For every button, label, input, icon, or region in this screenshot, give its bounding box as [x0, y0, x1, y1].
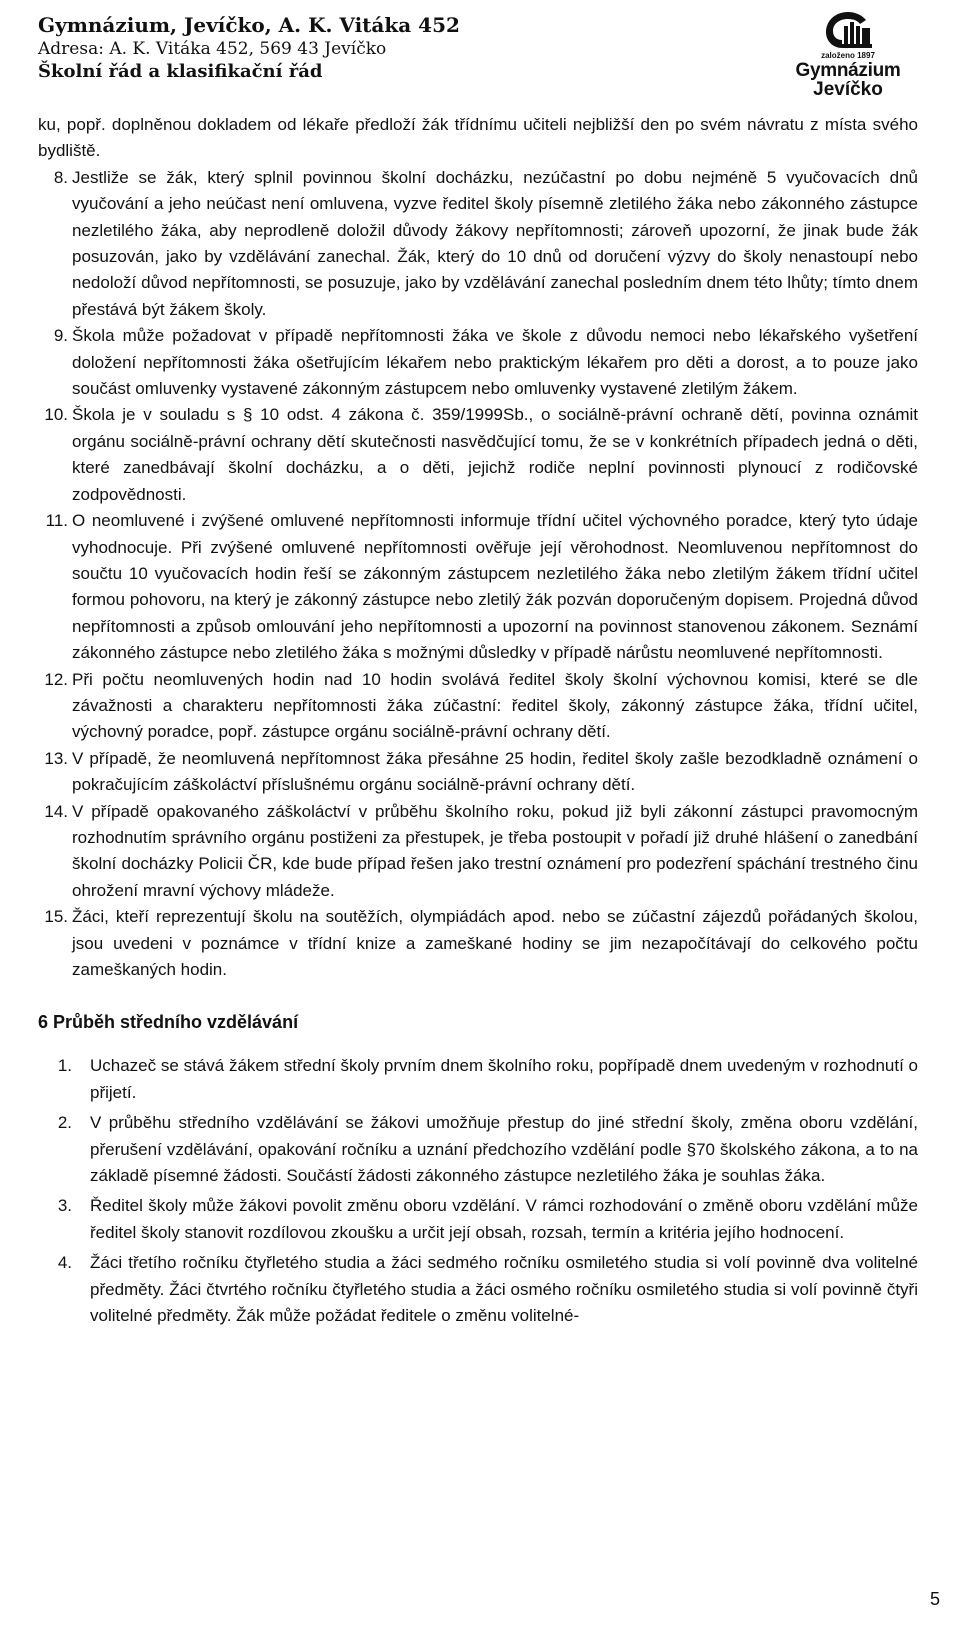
school-emblem-icon — [818, 10, 878, 50]
item-number: 14. — [44, 801, 68, 821]
item-number: 8. — [53, 167, 68, 187]
item-text: Škola je v souladu s § 10 odst. 4 zákona č. 359/1999Sb., o sociálně-právní ochraně dětí, povinna oznámit orgánu sociálně-právní ochrany dětí skutečnosti nasvědčující tomu, že se v konkrétních případech jedná o děti, které zanedbávají školní docházku, a o děti, jejichž rodiče neplní povinnosti plynoucí z rodičovské zodpovědnosti. — [72, 405, 918, 504]
item-text: V průběhu středního vzdělávání se žákovi umožňuje přestup do jiné střední školy, změna oboru vzdělání, přerušení vzdělávání, opakování ročníku a uznání předchozího vzdělání podle §70 školského zákona, a to na základě písemné žádosti. Součástí žádosti zákonného zástupce nezletilého žáka je souhlas žáka. — [90, 1113, 918, 1186]
item-text: V případě, že neomluvená nepřítomnost žáka přesáhne 25 hodin, ředitel školy zašle bezodkladně oznámení o pokračujícím záškoláctví příslušnému orgánu sociálně-právní ochrany dětí. — [72, 748, 918, 795]
list-item — [38, 165, 918, 323]
item-text: Žáci třetího ročníku čtyřletého studia a žáci sedmého ročníku osmiletého studia si volí povinně dva volitelné předměty. Žáci čtvrtého ročníku čtyřletého studia a žáci osmého ročníku osmiletého studia si volí povinně čtyři volitelné předměty. Žák může požádat ředitele o změnu volitelné- — [90, 1253, 918, 1326]
list-item — [38, 746, 918, 799]
logo-name: Gymnázium — [795, 60, 901, 81]
item-number: 9. — [53, 326, 68, 346]
list-item — [38, 323, 918, 402]
item-number: 4. — [57, 1253, 72, 1273]
list-item — [38, 904, 918, 983]
list-item — [38, 667, 918, 746]
school-name: Gymnázium, Jevíčko, A. K. Vitáka 452 — [38, 13, 460, 37]
item-text: V případě opakovaného záškoláctví v průběhu školního roku, pokud již byli zákonní zástupci pravomocným rozhodnutím správního orgánu postiženi za přestupek, je třeba postoupit v pořadí již druhé hlášení o zanedbání školní docházky Policii ČR, kde bude případ řešen jako trestní oznámení pro podezření spáchání trestného činu ohrožení mravní výchovy mládeže. — [72, 801, 918, 900]
item-number: 2. — [57, 1113, 72, 1133]
list-item — [38, 799, 918, 905]
section-list — [38, 1053, 918, 1329]
item-number: 15. — [44, 907, 68, 927]
list-item — [38, 1250, 918, 1329]
item-number: 13. — [44, 748, 68, 768]
item-text: Při počtu neomluvených hodin nad 10 hodin svolává ředitel školy školní výchovnou komisi, které se dle závažnosti a charakteru nepřítomnosti žáka zúčastní: ředitel školy, zákonný zástupce žáka, třídní učitel, výchovný poradce, popř. zástupce orgánu sociálně-právní ochrany dětí. — [72, 669, 918, 742]
document-title: Školní řád a klasifikační řád — [38, 61, 323, 82]
item-text: Škola může požadovat v případě nepřítomnosti žáka ve škole z důvodu nemoci nebo lékařského vyšetření doložení nepřítomnosti žáka ošetřujícím lékařem nebo praktickým lékařem pro děti a dorost, a to pouze jako součást omluvenky vystavené zákonným zástupcem nebo omluvenky vystavené zletilým žákem. — [72, 326, 918, 399]
list-item — [38, 1053, 918, 1106]
page-number: 5 — [929, 1589, 940, 1609]
school-address: Adresa: A. K. Vitáka 452, 569 43 Jevíčko — [38, 39, 387, 59]
logo-town: Jevíčko — [813, 79, 883, 100]
item-text: Žáci, kteří reprezentují školu na soutěžích, olympiádách apod. nebo se zúčastní zájezdů pořádaných školou, jsou uvedeni v poznámce v třídní knize a zameškané hodiny se jim nezapočítávají do celkového počtu zameškaných hodin. — [72, 907, 918, 979]
item-text: Jestliže se žák, který splnil povinnou školní docházku, nezúčastní po dobu nejméně 5 vyučovacích dnů vyučování a jeho neúčast není omluvena, vyzve ředitel školy písemně zletilého žáka nebo zákonného zástupce nezletilého žáka, aby neprodleně doložil důvody žákovy nepřítomnosti; zároveň upozorní, že jinak bude žák posuzován, jako by vzdělávání zanechal. Žák, který do 10 dnů od doručení výzvy do školy nenastoupí nebo nedoloží důvod nepřítomnosti, se posuzuje, jako by vzdělávání zanechal posledním dnem této lhůty; tímto dnem přestává být žákem školy. — [72, 167, 918, 319]
list-item — [38, 402, 918, 508]
item-number: 10. — [44, 405, 68, 425]
section-heading: 6 Průběh středního vzdělávání — [38, 1012, 299, 1033]
school-logo — [778, 10, 918, 100]
item-number: 1. — [57, 1056, 72, 1076]
document-body — [38, 112, 918, 1333]
page-header — [38, 10, 918, 100]
list-item — [38, 1193, 918, 1246]
item-number: 11. — [45, 511, 68, 531]
list-item — [38, 1110, 918, 1189]
continuation-paragraph: ku, popř. doplněnou dokladem od lékaře předloží žák třídnímu učiteli nejbližší den po svém návratu z místa svého bydliště. — [38, 115, 918, 161]
item-number: 12. — [44, 669, 68, 689]
attendance-rules-list — [38, 165, 918, 984]
logo-founded: založeno 1897 — [821, 51, 875, 60]
item-number: 3. — [57, 1196, 72, 1216]
item-text: Ředitel školy může žákovi povolit změnu oboru vzdělání. V rámci rozhodování o změně oboru vzdělání může ředitel školy stanovit rozdílovou zkoušku a určit její obsah, rozsah, termín a kritéria jejího hodnocení. — [90, 1196, 918, 1242]
list-item — [38, 508, 918, 666]
item-text: Uchazeč se stává žákem střední školy prvním dnem školního roku, popřípadě dnem uvedeným v rozhodnutí o přijetí. — [90, 1056, 918, 1102]
item-text: O neomluvené i zvýšené omluvené nepřítomnosti informuje třídní učitel výchovného poradce, který tyto údaje vyhodnocuje. Při zvýšené omluvené nepřítomnosti ověřuje její věrohodnost. Neomluvenou nepřítomnost do součtu 10 vyučovacích hodin řeší se zákonným zástupcem nezletilého žáka nebo zletilým žákem třídní učitel formou pohovoru, na který je zákonný zástupce nebo zletilý žák pozván doporučeným dopisem. Projedná důvod nepřítomnosti a způsob omlouvání jeho nepřítomnosti a upozorní na povinnost stanovenou zákonem. Seznámí zákonného zástupce nebo zletilého žáka s možnými důsledky v případě nárůstu neomluvené nepřítomnosti. — [72, 511, 918, 663]
header-text — [38, 12, 460, 84]
